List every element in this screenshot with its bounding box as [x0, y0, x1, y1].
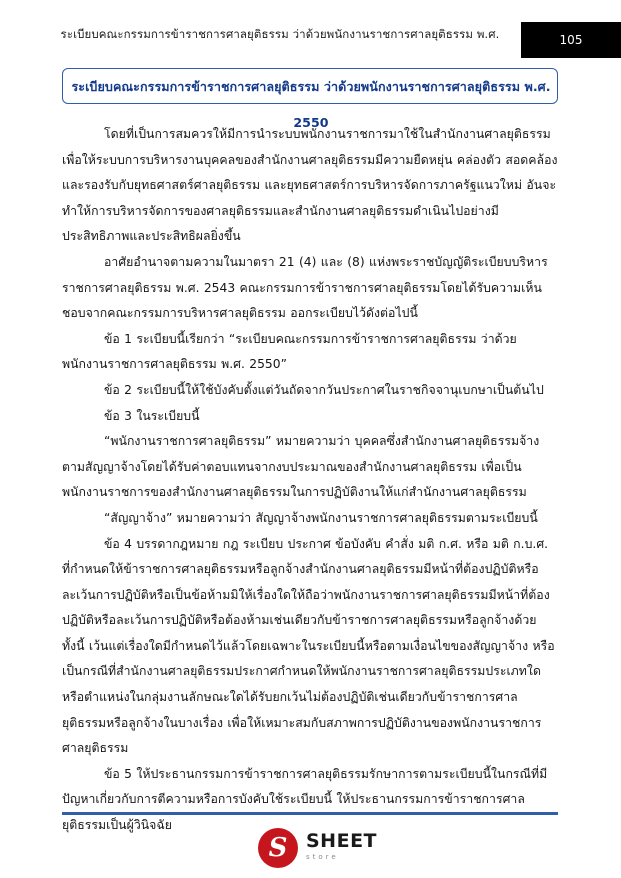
footer-logo-text — [306, 830, 396, 862]
page-title: ระเบียบคณะกรรมการข้าราชการศาลยุติธรรม ว่าด้วยพนักงานราชการศาลยุติธรรม พ.ศ. 2550 — [71, 79, 551, 130]
paragraph-definition-employee: “พนักงานราชการศาลยุติธรรม” หมายความว่า บุคคลซึ่งสำนักงานศาลยุติธรรมจ้างตามสัญญาจ้างโดยได้รับค่าตอบแทนจากงบประมาณของสำนักงานศาลยุติธรรม เพื่อเป็นพนักงานราชการของสำนักงานศาลยุติธรรมในการปฏิบัติงานให้แก่สำนักงานศาลยุติธรรม — [62, 434, 540, 500]
logo-letter: S — [268, 833, 288, 863]
sheet-store-logo-icon — [258, 828, 298, 868]
paragraph-definition-contract: “สัญญาจ้าง” หมายความว่า สัญญาจ้างพนักงานราชการศาลยุติธรรมตามระเบียบนี้ — [104, 510, 538, 525]
page-header — [0, 22, 621, 58]
document-body — [62, 122, 558, 839]
logo-subtext: store — [306, 853, 339, 861]
paragraph-preamble-1: โดยที่เป็นการสมควรให้มีการนำระบบพนักงานราชการมาใช้ในสำนักงานศาลยุติธรรมเพื่อให้ระบบการบริหารงานบุคคลของสำนักงานศาลยุติธรรมมีความยืดหยุ่น คล่องตัว สอดคล้องและรองรับกับยุทธศาสตร์ศาลยุติธรรม และยุทธศาสตร์การบริหารจัดการภาครัฐแนวใหม่ อันจะทำให้การบริหารจัดการของศาลยุติธรรมและสำนักงานศาลยุติธรรมดำเนินไปอย่างมีประสิทธิภาพและประสิทธิผลยิ่งขึ้น — [62, 127, 558, 244]
paragraph-clause-5: ข้อ 5 ให้ประธานกรรมการข้าราชการศาลยุติธรรมรักษาการตามระเบียบนี้ในกรณีที่มีปัญหาเกี่ยวกับการตีความหรือการบังคับใช้ระเบียบนี้ ให้ประธานกรรมการข้าราชการศาลยุติธรรมเป็นผู้วินิจฉัย — [62, 766, 548, 833]
paragraph-clause-4: ข้อ 4 บรรดากฎหมาย กฎ ระเบียบ ประกาศ ข้อบังคับ คำสั่ง มติ ก.ศ. หรือ มติ ก.บ.ศ. ที่กำหนดให้ข้าราชการศาลยุติธรรมหรือลูกจ้างสำนักงานศาลยุติธรรมมีหน้าที่ต้องปฏิบัติหรือละเว้นการปฏิบัติหรือเป็นข้อห้ามมิให้เรื่องใดให้ถือว่าพนักงานราชการศาลยุติธรรมมีหน้าที่ต้องปฏิบัติหรือละเว้นการปฏิบัติหรือต้องห้ามเช่นเดียวกับข้าราชการศาลยุติธรรมหรือลูกจ้างด้วย ทั้งนี้ เว้นแต่เรื่องใดมีกำหนดไว้แล้วโดยเฉพาะในระเบียบนี้หรือตามเงื่อนไขของสัญญาจ้าง หรือเป็นกรณีที่สำนักงานศาลยุติธรรมประกาศกำหนดให้พนักงานราชการศาลยุติธรรมประเภทใด หรือตำแหน่งในกลุ่มงานลักษณะใดได้รับยกเว้นไม่ต้องปฏิบัติเช่นเดียวกับข้าราชการศาลยุติธรรมหรือลูกจ้างในบางเรื่อง เพื่อให้เหมาะสมกับสภาพการปฏิบัติงานของพนักงานราชการศาลยุติธรรม — [62, 536, 555, 756]
running-header-title: ระเบียบคณะกรรมการข้าราชการศาลยุติธรรม ว่าด้วยพนักงานราชการศาลยุติธรรม พ.ศ. — [60, 27, 500, 41]
paragraph-preamble-2: อาศัยอำนาจตามความในมาตรา 21 (4) และ (8) แห่งพระราชบัญญัติระเบียบบริหารราชการศาลยุติธรรม พ.ศ. 2543 คณะกรรมการข้าราชการศาลยุติธรรมโดยได้รับความเห็นชอบจากคณะกรรมการบริหารศาลยุติธรรม ออกระเบียบไว้ดังต่อไปนี้ — [62, 254, 548, 321]
logo-wordmark: SHEET — [306, 830, 378, 852]
paragraph-clause-2: ข้อ 2 ระเบียบนี้ให้ใช้บังคับตั้งแต่วันถัดจากวันประกาศในราชกิจจานุเบกษาเป็นต้นไป — [104, 382, 544, 397]
paragraph-clause-3: ข้อ 3 ในระเบียบนี้ — [104, 408, 200, 423]
footer-logo — [258, 826, 388, 870]
page-number: 105 — [559, 33, 583, 47]
paragraph-clause-1: ข้อ 1 ระเบียบนี้เรียกว่า “ระเบียบคณะกรรมการข้าราชการศาลยุติธรรม ว่าด้วยพนักงานราชการศาลยุติธรรม พ.ศ. 2550” — [62, 331, 517, 372]
document-title-box — [62, 68, 558, 130]
footer-divider — [62, 812, 558, 815]
